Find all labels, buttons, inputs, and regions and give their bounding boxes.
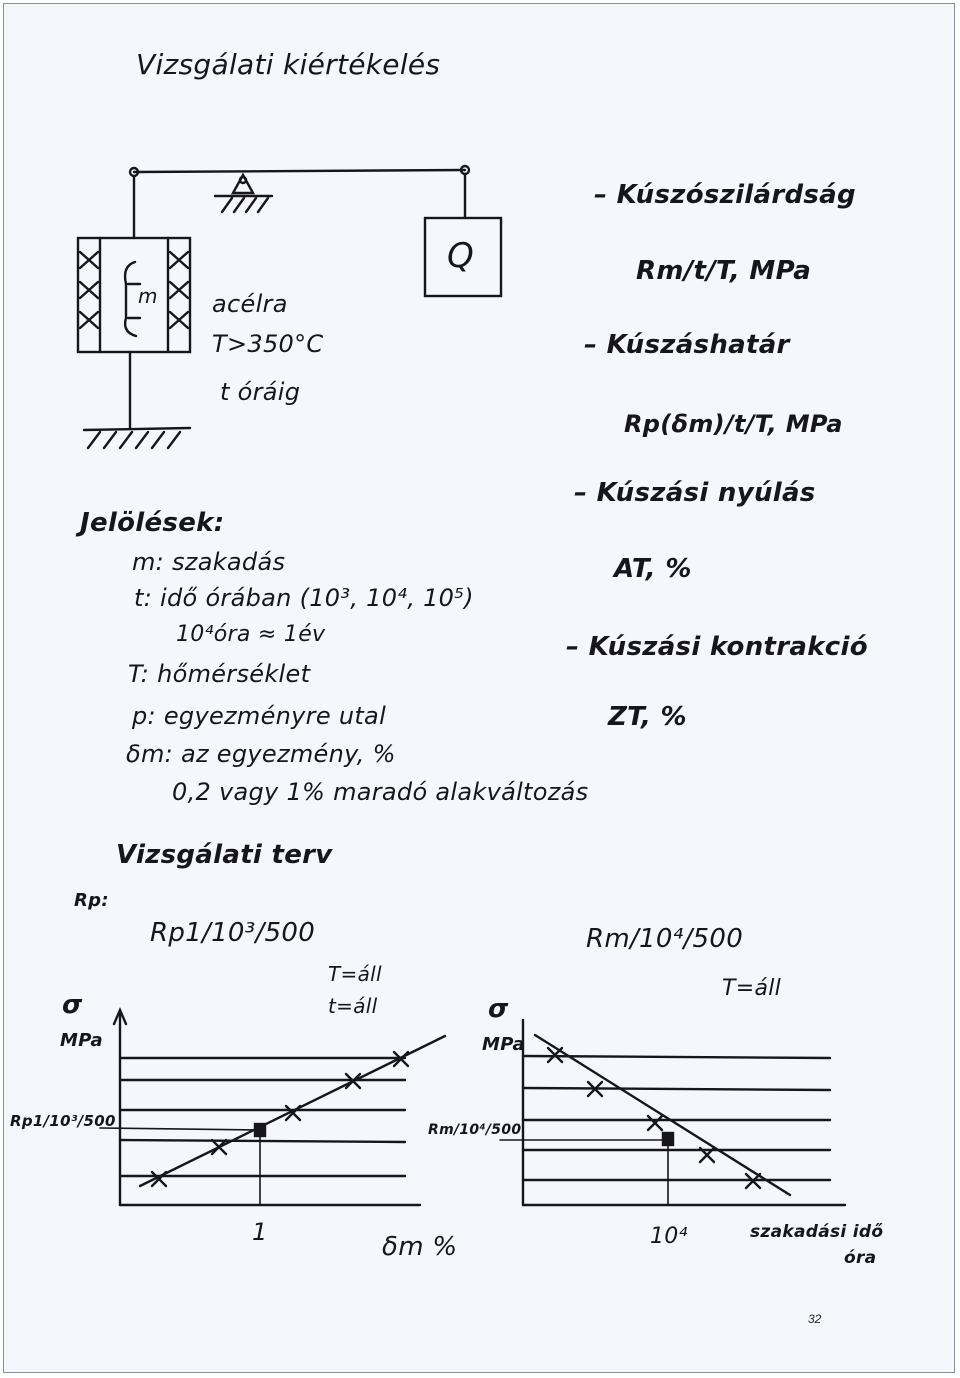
section-side-note: Rp:: [74, 890, 109, 911]
chart-right-marker-label: Rm/10⁴/500: [428, 1122, 522, 1138]
chart-right-title: Rm/10⁴/500: [586, 924, 744, 954]
chart-left-condition: T=áll: [328, 962, 382, 986]
legend-line: m: szakadás: [132, 548, 286, 576]
property-unit: , %: [645, 554, 692, 584]
chart-left-condition: t=áll: [328, 994, 378, 1018]
chart-left-x-label: δm %: [382, 1232, 458, 1262]
chart-left-marker-label: Rp1/10³/500: [10, 1112, 116, 1130]
property-name-creep-contraction: – Kúszási kontrakció: [566, 632, 868, 662]
property-symbol: ZT: [608, 702, 642, 732]
section-heading: Vizsgálati terv: [116, 840, 333, 870]
property-symbol-creep-strength: [636, 256, 811, 286]
property-unit: , %: [641, 702, 687, 732]
property-symbol-creep-limit: [624, 410, 843, 438]
duration-label: t óráig: [220, 378, 301, 406]
chart-left-title: Rp1/10³/500: [150, 918, 316, 948]
legend-line: 0,2 vagy 1% maradó alakváltozás: [172, 778, 589, 806]
chart-right-y-label: σ: [488, 994, 509, 1024]
chart-left-y-unit: MPa: [60, 1030, 103, 1051]
chart-right-x-label-unit: óra: [844, 1248, 877, 1268]
legend-line: δm: az egyezmény, %: [126, 740, 396, 768]
specimen-label: m: [138, 284, 158, 308]
chart-left-y-label: σ: [62, 990, 83, 1020]
chart-right-x-label: szakadási idő: [750, 1222, 884, 1242]
chart-right-lines: [500, 1020, 845, 1205]
legend-line: T: hőmérséklet: [128, 660, 311, 688]
property-symbol: AT: [614, 554, 646, 584]
page-title: Vizsgálati kiértékelés: [136, 48, 441, 81]
property-symbol: Rp(δm)/t/T: [624, 410, 768, 438]
legend-line: t: idő órában (10³, 10⁴, 10⁵): [134, 584, 474, 612]
property-name-creep-limit: – Kúszáshatár: [584, 330, 790, 360]
property-symbol-creep-elongation: [614, 554, 692, 584]
legend-line: p: egyezményre utal: [132, 702, 387, 730]
chart-right-y-unit: MPa: [482, 1034, 525, 1055]
chart-right-condition: T=áll: [722, 976, 782, 1001]
specimen: [125, 262, 136, 336]
property-name-creep-strength: – Kúszószilárdság: [594, 180, 856, 210]
load-label: Q: [447, 236, 475, 276]
property-symbol: Rm/t/T: [636, 256, 730, 286]
property-symbol-creep-contraction: [608, 702, 687, 732]
beam: [134, 170, 465, 172]
property-name-creep-elongation: – Kúszási nyúlás: [574, 478, 816, 508]
legend-heading: Jelölések:: [80, 508, 225, 538]
page-number: 32: [808, 1312, 822, 1326]
chart-right-x-tick: 10⁴: [650, 1224, 688, 1249]
chart-left-lines: [100, 1010, 445, 1205]
property-unit: , MPa: [729, 256, 812, 286]
property-unit: , MPa: [767, 410, 843, 438]
legend-line: 10⁴óra ≈ 1év: [176, 622, 326, 647]
material-label: acélra: [212, 290, 288, 318]
temperature-label: T>350°C: [212, 330, 324, 358]
chart-left-x-tick: 1: [252, 1218, 268, 1246]
